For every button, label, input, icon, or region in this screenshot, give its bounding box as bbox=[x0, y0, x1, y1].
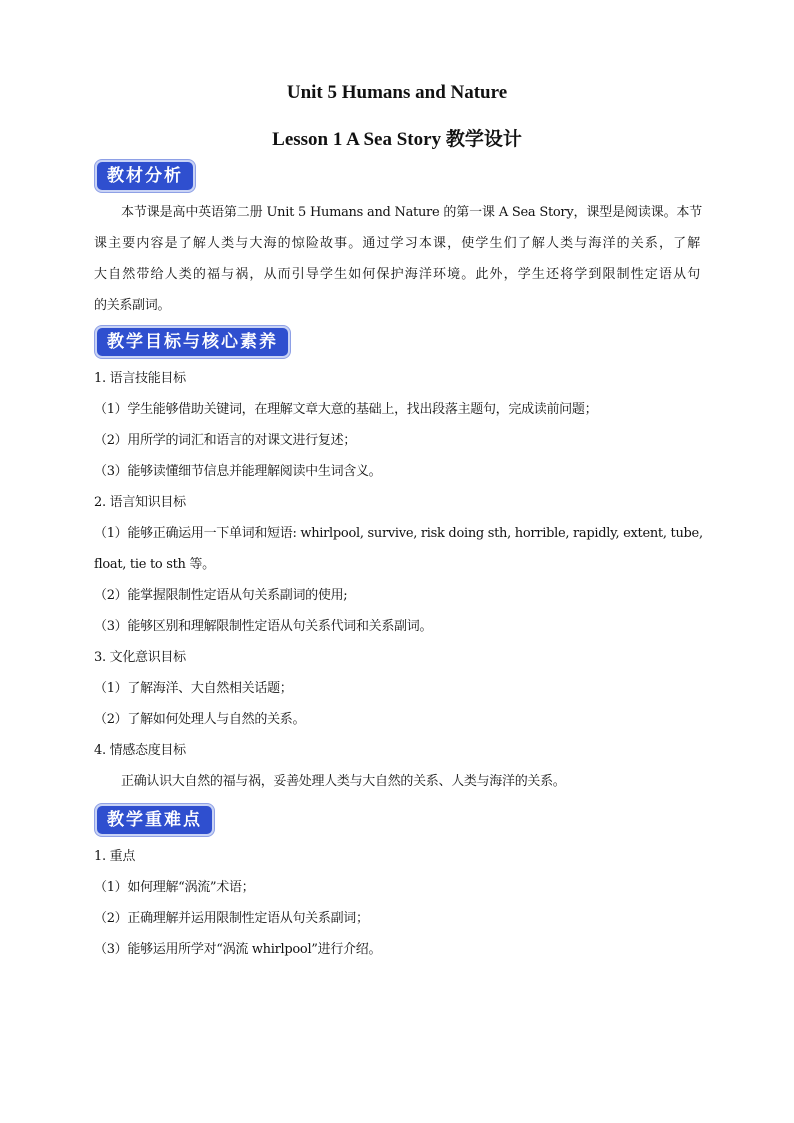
section-heading-analysis: 教材分析 bbox=[97, 162, 193, 190]
objective-item: 正确认识大自然的福与祸，妥善处理人类与大自然的关系、人类与海洋的关系。 bbox=[121, 774, 566, 789]
objective-item: （1）学生能够借助关键词，在理解文章大意的基础上，找出段落主题句，完成读前问题； bbox=[94, 402, 598, 417]
objective-item: （2）了解如何处理人与自然的关系。 bbox=[94, 712, 306, 727]
document-title-lesson: Lesson 1 A Sea Story 教学设计 bbox=[272, 129, 522, 150]
objective-heading: 1. 语言技能目标 bbox=[94, 371, 186, 386]
objective-item: （3）能够读懂细节信息并能理解阅读中生词含义。 bbox=[94, 464, 382, 479]
difficulty-item: （3）能够运用所学对“涡流 whirlpool”进行介绍。 bbox=[94, 942, 382, 957]
section-heading-objectives: 教学目标与核心素养 bbox=[97, 328, 288, 356]
objective-heading: 2. 语言知识目标 bbox=[94, 495, 186, 510]
analysis-paragraph-line: 本节课是高中英语第二册 Unit 5 Humans and Nature 的第一课 A Sea Story，课型是阅读课。本节 bbox=[121, 205, 702, 220]
objective-item-continued: float, tie to sth 等。 bbox=[94, 557, 215, 572]
analysis-paragraph-line: 课主要内容是了解人类与大海的惊险故事。通过学习本课，使学生们了解人类与海洋的关系，了解 bbox=[94, 236, 700, 251]
objective-item: （1）能够正确运用一下单词和短语: whirlpool, survive, risk doing sth, horrible, rapidly, extent, tube, bbox=[94, 526, 703, 541]
objective-heading: 4. 情感态度目标 bbox=[94, 743, 186, 758]
document-title-unit: Unit 5 Humans and Nature bbox=[286, 82, 508, 103]
section-heading-difficulties: 教学重难点 bbox=[97, 806, 212, 834]
objective-item: （1）了解海洋、大自然相关话题； bbox=[94, 681, 293, 696]
objective-item: （2）能掌握限制性定语从句关系副词的使用; bbox=[94, 588, 348, 603]
analysis-paragraph-line: 的关系副词。 bbox=[94, 298, 171, 313]
objective-heading: 3. 文化意识目标 bbox=[94, 650, 186, 665]
objective-item: （2）用所学的词汇和语言的对课文进行复述； bbox=[94, 433, 356, 448]
difficulty-heading: 1. 重点 bbox=[94, 849, 136, 864]
analysis-paragraph-line: 大自然带给人类的福与祸，从而引导学生如何保护海洋环境。此外，学生还将学到限制性定语从句 bbox=[94, 267, 700, 282]
difficulty-item: （2）正确理解并运用限制性定语从句关系副词； bbox=[94, 911, 369, 926]
objective-item: （3）能够区别和理解限制性定语从句关系代词和关系副词。 bbox=[94, 619, 433, 634]
difficulty-item: （1）如何理解“涡流”术语； bbox=[94, 880, 255, 895]
